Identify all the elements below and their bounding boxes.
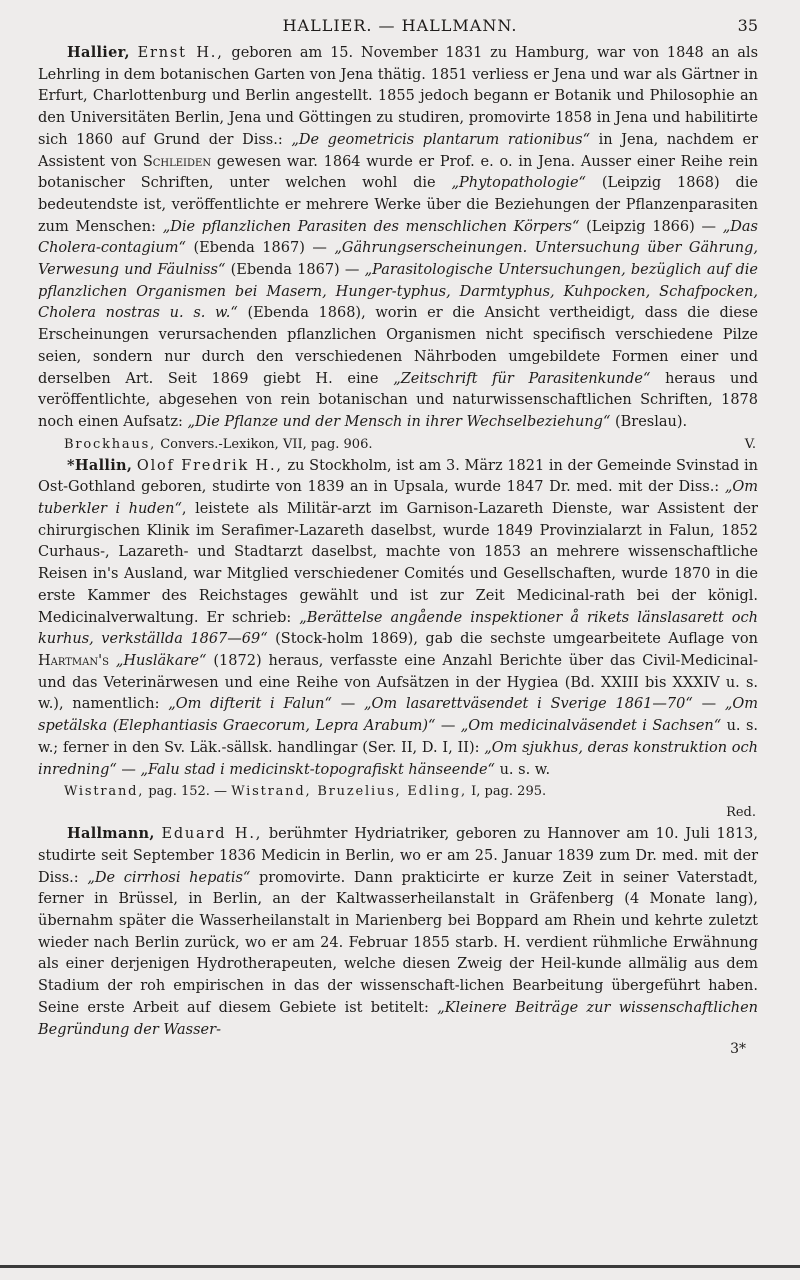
entry-hallmann <box>38 823 758 1041</box>
work-title: „Parasitologische Untersuchungen, bezüglich auf die pflanzlichen Organismen bei Masern, Hunger-typhus, Darmtyphus, Kuhpocken, Schafpocken, Cholera nostras u. s. w.“ <box>38 262 758 322</box>
entry-hallin <box>38 455 758 824</box>
person-name: Schleiden <box>142 153 212 170</box>
scan-edge-line <box>0 1265 800 1268</box>
work-title: „Husläkare“ <box>115 652 207 669</box>
work-title: „Kleinere Beiträge zur wissenschaftlichen Begründung der Wasser- <box>38 999 758 1038</box>
work-title: „Om sjukhus, deras konstruktion och inredning“ <box>38 739 758 778</box>
entry-source: Brockhaus, Convers.-Lexikon, VII, pag. 906. V. <box>38 434 758 455</box>
work-title: „Phytopathologie“ <box>451 175 586 192</box>
work-title: „Die pflanzlichen Parasiten des menschlichen Körpers“ <box>162 218 580 235</box>
person-name: Hartman's <box>38 652 109 669</box>
source-name: Brockhaus, <box>64 436 157 452</box>
work-title: „Om difterit i Falun“ <box>168 696 332 713</box>
work-title: „De geometricis plantarum rationibus“ <box>291 131 591 148</box>
work-title: „Die Pflanze und der Mensch in ihrer Wechselbeziehung“ <box>187 413 611 430</box>
entry-text: Hallmann, Eduard H., berühmter Hydriatriker, geboren zu Hannover am 10. Juli 1813, studirte seit September 1836 Medicin in Berlin, wo er am 25. Januar 1839 zum Dr. med. mit der Diss.: „De cirrhosi hepatis“ promovirte. Dann prakticirte er kurze Zeit in seiner Vaterstadt, ferner in Brüssel, in Berlin, an der Kaltwasserheilanstalt in Gräfenberg (4 Monate lang), übernahm später die Wasserheilanstalt in Marienberg bei Boppard am Rhein und kehrte zuletzt wieder nach Berlin zurück, wo er am 24. Februar 1855 starb. H. verdient rühmliche Erwähnung als einer derjenigen Hydrotherapeuten, welche diesen Zweig der Heil-kunde allmälig aus dem Stadium der roh empirischen in das der wissenschaft-lichen Bearbeitung übergeführt haben. Seine erste Arbeit auf diesem Gebiete ist betitelt: „Kleinere Beiträge zur wissenschaftlichen Begründung der Wasser- <box>38 825 759 1038</box>
work-title: „Om spetälska (Elephantiasis Graecorum, Lepra Arabum)“ <box>38 696 759 735</box>
source-name: Wistrand, <box>64 784 145 800</box>
work-title: „Falu stad i medicinskt-topografiskt hänseende“ <box>140 761 495 778</box>
work-title: „De cirrhosi hepatis“ <box>87 869 251 886</box>
entry-text: *Hallin, Olof Fredrik H., zu Stockholm, ist am 3. März 1821 in der Gemeinde Svinstad in Ost-Gothland geboren, studirte von 1839 an in Upsala, wurde 1847 Dr. med. mit der Diss.: „Om tuberkler i huden“, leistete als Militär-arzt im Garnison-Lazareth Dienste, war Assistent der chirurgischen Klinik im Serafimer-Lazareth daselbst, wurde 1849 Provinzialarzt in Falun, 1852 Curhaus-, Lazareth- und Stadtarzt daselbst, machte von 1853 an mehrere wissenschaftliche Reisen in's Ausland, war Mitglied verschiedener Comités und Gesellschaften, wurde 1870 in die erste Kammer des Reichstages gewählt und ist zur Zeit Medicinal-rath bei der königl. Medicinalverwaltung. Er schrieb: „Berättelse angående inspektioner å rikets länslasarett och kurhus, verkställda 1867—69“ (Stock-holm 1869), gab die sechste umgearbeitete Auflage von Hartman's „Husläkare“ (1872) heraus, verfasste eine Anzahl Berichte über das Civil-Medicinal- und das Veterinärwesen und eine Reihe von Aufsätzen in der Hygiea (Bd. XXIII bis XXXIV u. s. w.), namentlich: „Om difterit i Falun“ — „Om lasarettväsendet i Sverige 1861—70“ — „Om spetälska (Elephantiasis Graecorum, Lepra Arabum)“ — „Om medicinalväsendet i Sachsen“ u. s. w.; ferner in den Sv. Läk.-sällsk. handlingar (Ser. II, D. I, II): „Om sjukhus, deras konstruktion och inredning“ — „Falu stad i medicinskt-topografiskt hänseende“ u. s. w. <box>38 456 759 778</box>
running-head <box>0 16 800 40</box>
work-title: „Om lasarettväsendet i Sverige 1861—70“ <box>364 696 693 713</box>
entry-given-name: Eduard H., <box>161 826 263 843</box>
entry-headword: *Hallin, <box>67 456 133 474</box>
entry-source: Wistrand, pag. 152. — Wistrand, Bruzelius, Edling, I, pag. 295. <box>64 784 547 800</box>
entry-signature: Red. <box>726 805 756 821</box>
signature-mark: 3* <box>730 1041 746 1058</box>
source-name: Wistrand, Bruzelius, Edling, <box>231 784 467 800</box>
work-title: „Om tuberkler i huden“ <box>38 479 758 518</box>
entry-given-name: Olof Fredrik H., <box>136 457 283 474</box>
work-title: „Zeitschrift für Parasitenkunde“ <box>393 370 651 387</box>
entry-signature: V. <box>744 436 756 452</box>
entry-given-name: Ernst H., <box>137 45 224 61</box>
entry-text: Hallier, Ernst H., geboren am 15. November 1831 zu Hamburg, war von 1848 an als Lehrling in dem botanischen Garten von Jena thätig. 1851 verliess er Jena und war als Gärtner in Erfurt, Charlottenburg und Berlin angestellt. 1855 jedoch begann er Botanik und Philosophie an den Universitäten Berlin, Jena und Göttingen zu studiren, promovirte 1858 in Jena und habilitirte sich 1860 auf Grund der Diss.: „De geometricis plantarum rationibus“ in Jena, nachdem er Assistent von Schleiden gewesen war. 1864 wurde er Prof. e. o. in Jena. Ausser einer Reihe rein botanischer Schriften, unter welchen wohl die „Phytopathologie“ (Leipzig 1868) die bedeutendste ist, veröffentlichte er mehrere Werke über die Beziehungen der Pflanzenparasiten zum Menschen: „Die pflanzlichen Parasiten des menschlichen Körpers“ (Leipzig 1866) — „Das Cholera-contagium“ (Ebenda 1867) — „Gährungserscheinungen. Untersuchung über Gährung, Verwesung und Fäulniss“ (Ebenda 1867) — „Parasitologische Untersuchungen, bezüglich auf die pflanzlichen Organismen bei Masern, Hunger-typhus, Darmtyphus, Kuhpocken, Schafpocken, Cholera nostras u. s. w.“ (Ebenda 1868), worin er die Ansicht vertheidigt, dass die diese Erscheinungen verursachenden pflanzlichen Organismen nicht specifisch verschiedene Pilze seien, sondern nur durch den verschiedenen Nährboden umgebildete Formen einer und derselben Art. Seit 1869 giebt H. eine „Zeitschrift für Parasitenkunde“ heraus und veröffentlichte, abgesehen von rein botanischan und naturwissenschaftlichen Schriften, 1878 noch einen Aufsatz: „Die Pflanze und der Mensch in ihrer Wechselbeziehung“ (Breslau). <box>38 44 759 430</box>
entry-headword: Hallier, <box>67 44 130 61</box>
entry-headword: Hallmann, <box>67 825 155 843</box>
entry-hallier <box>38 42 758 455</box>
work-title: „Om medicinalväsendet i Sachsen“ <box>460 718 722 735</box>
work-title: „Gährungserscheinungen. Untersuchung über Gährung, Verwesung und Fäulniss“ <box>38 240 758 279</box>
page-number: 35 <box>737 16 758 35</box>
page-body <box>38 42 758 1057</box>
running-title: HALLIER. — HALLMANN. <box>282 16 518 35</box>
work-title: „Das Cholera-contagium“ <box>38 218 758 257</box>
work-title: „Berättelse angående inspektioner å rikets länslasarett och kurhus, verkställda 1867—69“ <box>38 609 758 648</box>
